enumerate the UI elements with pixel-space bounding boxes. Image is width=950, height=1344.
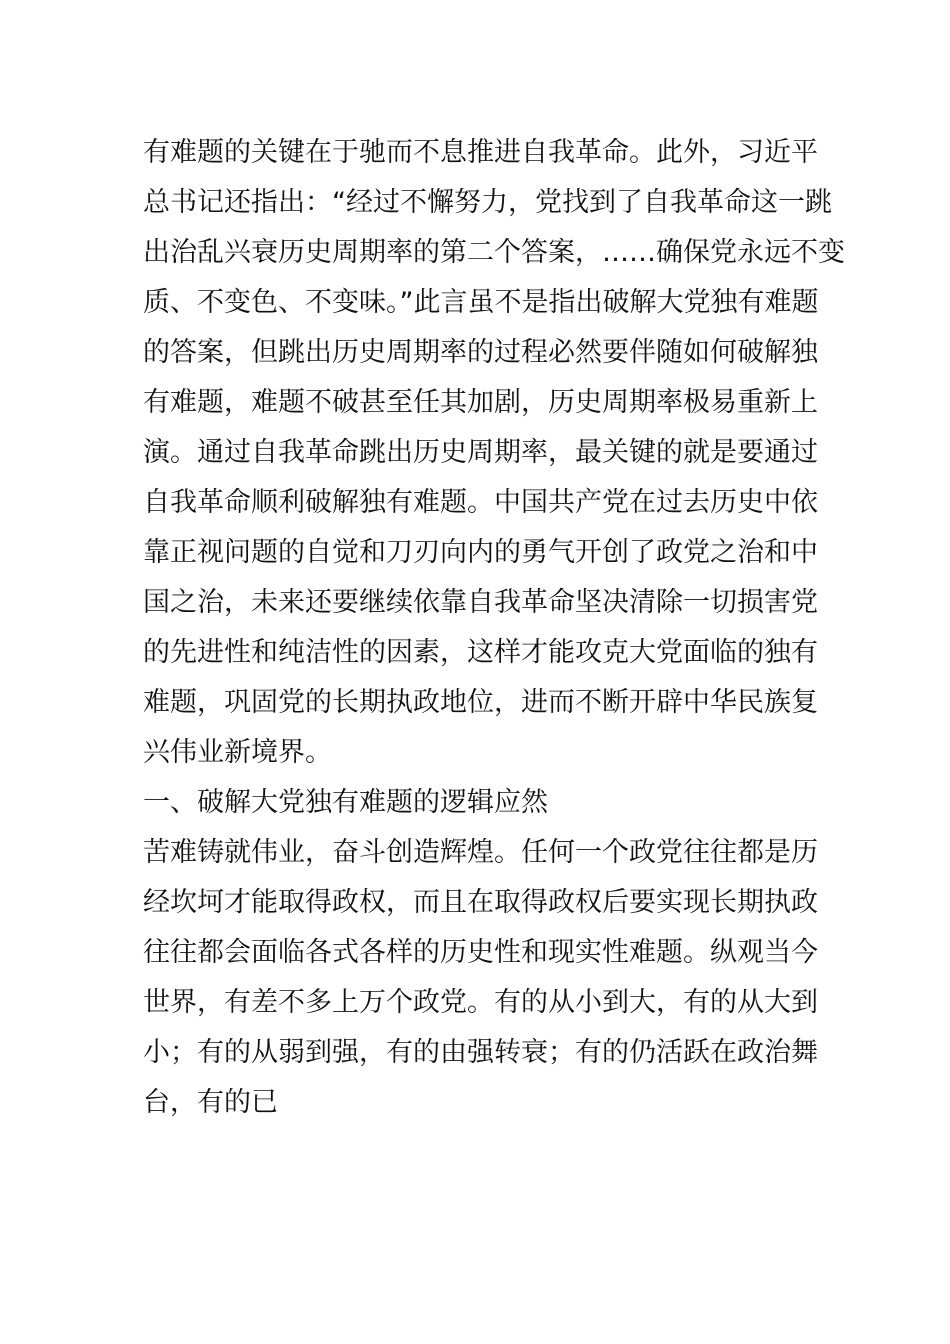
- text-line: 质、不变色、不变味。”此言虽不是指出破解大党独有难题: [143, 287, 819, 318]
- section-heading: 一、破解大党独有难题的逻辑应然: [143, 787, 548, 818]
- text-line: 往往都会面临各式各样的历史性和现实性难题。纵观当今: [143, 937, 818, 968]
- text-line: 演。通过自我革命跳出历史周期率，最关键的就是要通过: [143, 437, 818, 468]
- text-line: 难题，巩固党的长期执政地位，进而不断开辟中华民族复: [143, 687, 818, 718]
- text-line: 的先进性和纯洁性的因素，这样才能攻克大党面临的独有: [143, 637, 818, 668]
- text-line: 的答案，但跳出历史周期率的过程必然要伴随如何破解独: [143, 337, 818, 368]
- text-line: 兴伟业新境界。: [143, 737, 332, 768]
- text-line: 有难题，难题不破甚至任其加剧，历史周期率极易重新上: [143, 387, 818, 418]
- text-line: 世界，有差不多上万个政党。有的从小到大，有的从大到: [143, 987, 818, 1018]
- text-line: 总书记还指出：“经过不懈努力，党找到了自我革命这一跳: [143, 187, 832, 218]
- text-line: 台，有的已: [143, 1087, 278, 1118]
- text-line: 苦难铸就伟业，奋斗创造辉煌。任何一个政党往往都是历: [143, 837, 818, 868]
- text-line: 经坎坷才能取得政权，而且在取得政权后要实现长期执政: [143, 887, 818, 918]
- text-line: 出治乱兴衰历史周期率的第二个答案，……确保党永远不变: [143, 237, 845, 268]
- text-line: 自我革命顺利破解独有难题。中国共产党在过去历史中依: [143, 487, 818, 518]
- text-line: 有难题的关键在于驰而不息推进自我革命。此外，习近平: [143, 137, 818, 168]
- body-text: [143, 128, 845, 1128]
- text-line: 靠正视问题的自觉和刀刃向内的勇气开创了政党之治和中: [143, 537, 818, 568]
- text-line: 小；有的从弱到强，有的由强转衰；有的仍活跃在政治舞: [143, 1037, 818, 1068]
- text-line: 国之治，未来还要继续依靠自我革命坚决清除一切损害党: [143, 587, 818, 618]
